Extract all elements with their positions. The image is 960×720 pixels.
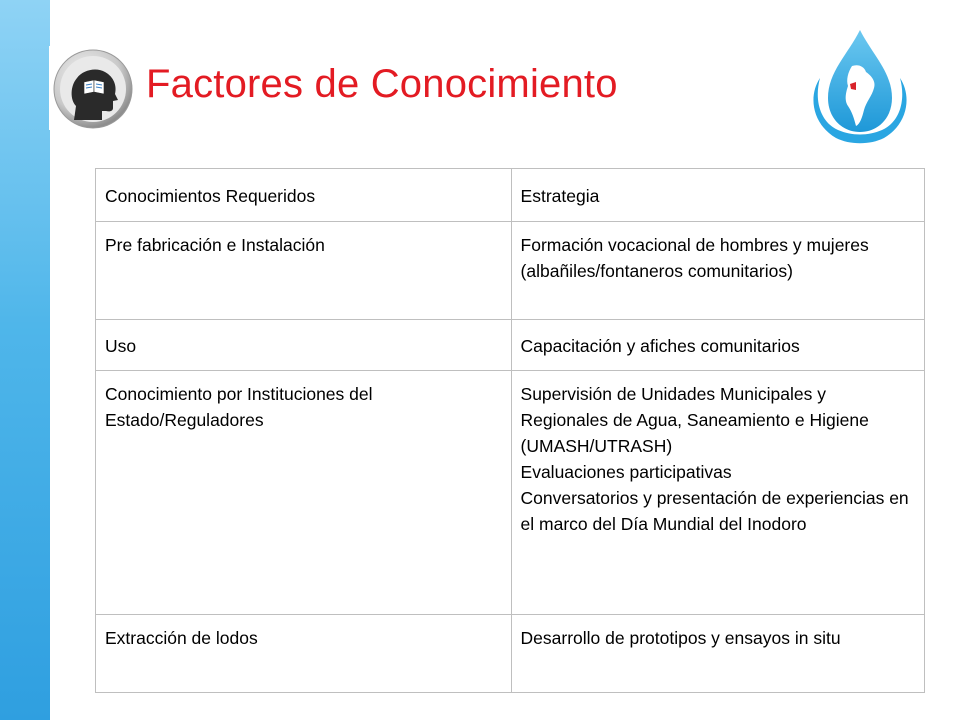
strategy-cell: [511, 615, 924, 693]
strategy-line: Capacitación y afiches comunitarios: [520, 336, 800, 356]
table-row: [96, 222, 925, 320]
strategy-cell: [511, 222, 924, 320]
strategy-cell: [511, 371, 924, 615]
page-title: Factores de Conocimiento: [146, 62, 618, 106]
requirement-cell: Pre fabricación e Instalación: [96, 222, 512, 320]
strategy-line: Evaluaciones participativas: [520, 462, 732, 482]
requirement-cell: Extracción de lodos: [96, 615, 512, 693]
strategy-cell: [511, 320, 924, 371]
strategy-line: Desarrollo de prototipos y ensayos in situ: [520, 628, 841, 648]
strategy-line: Supervisión de Unidades Municipales y Regionales de Agua, Saneamiento e Higiene (UMASH/UTRASH): [520, 384, 869, 456]
requirement-cell: Uso: [96, 320, 512, 371]
requirement-cell: Conocimiento por Instituciones del Estado/Reguladores: [96, 371, 512, 615]
water-drop-americas-logo: [806, 26, 914, 146]
table-row: [96, 615, 925, 693]
head-with-book-icon: [52, 48, 134, 130]
table-row: [96, 371, 925, 615]
header-cell-strategy: Estrategia: [511, 169, 924, 222]
strategy-line: Conversatorios y presentación de experiencias en el marco del Día Mundial del Inodoro: [520, 488, 909, 534]
header-cell-requirements: Conocimientos Requeridos: [96, 169, 512, 222]
left-accent-bar: [0, 0, 50, 720]
table-header-row: [96, 169, 925, 222]
knowledge-factors-table: [95, 168, 925, 693]
strategy-line: Formación vocacional de hombres y mujeres (albañiles/fontaneros comunitarios): [520, 235, 869, 281]
table-row: [96, 320, 925, 371]
